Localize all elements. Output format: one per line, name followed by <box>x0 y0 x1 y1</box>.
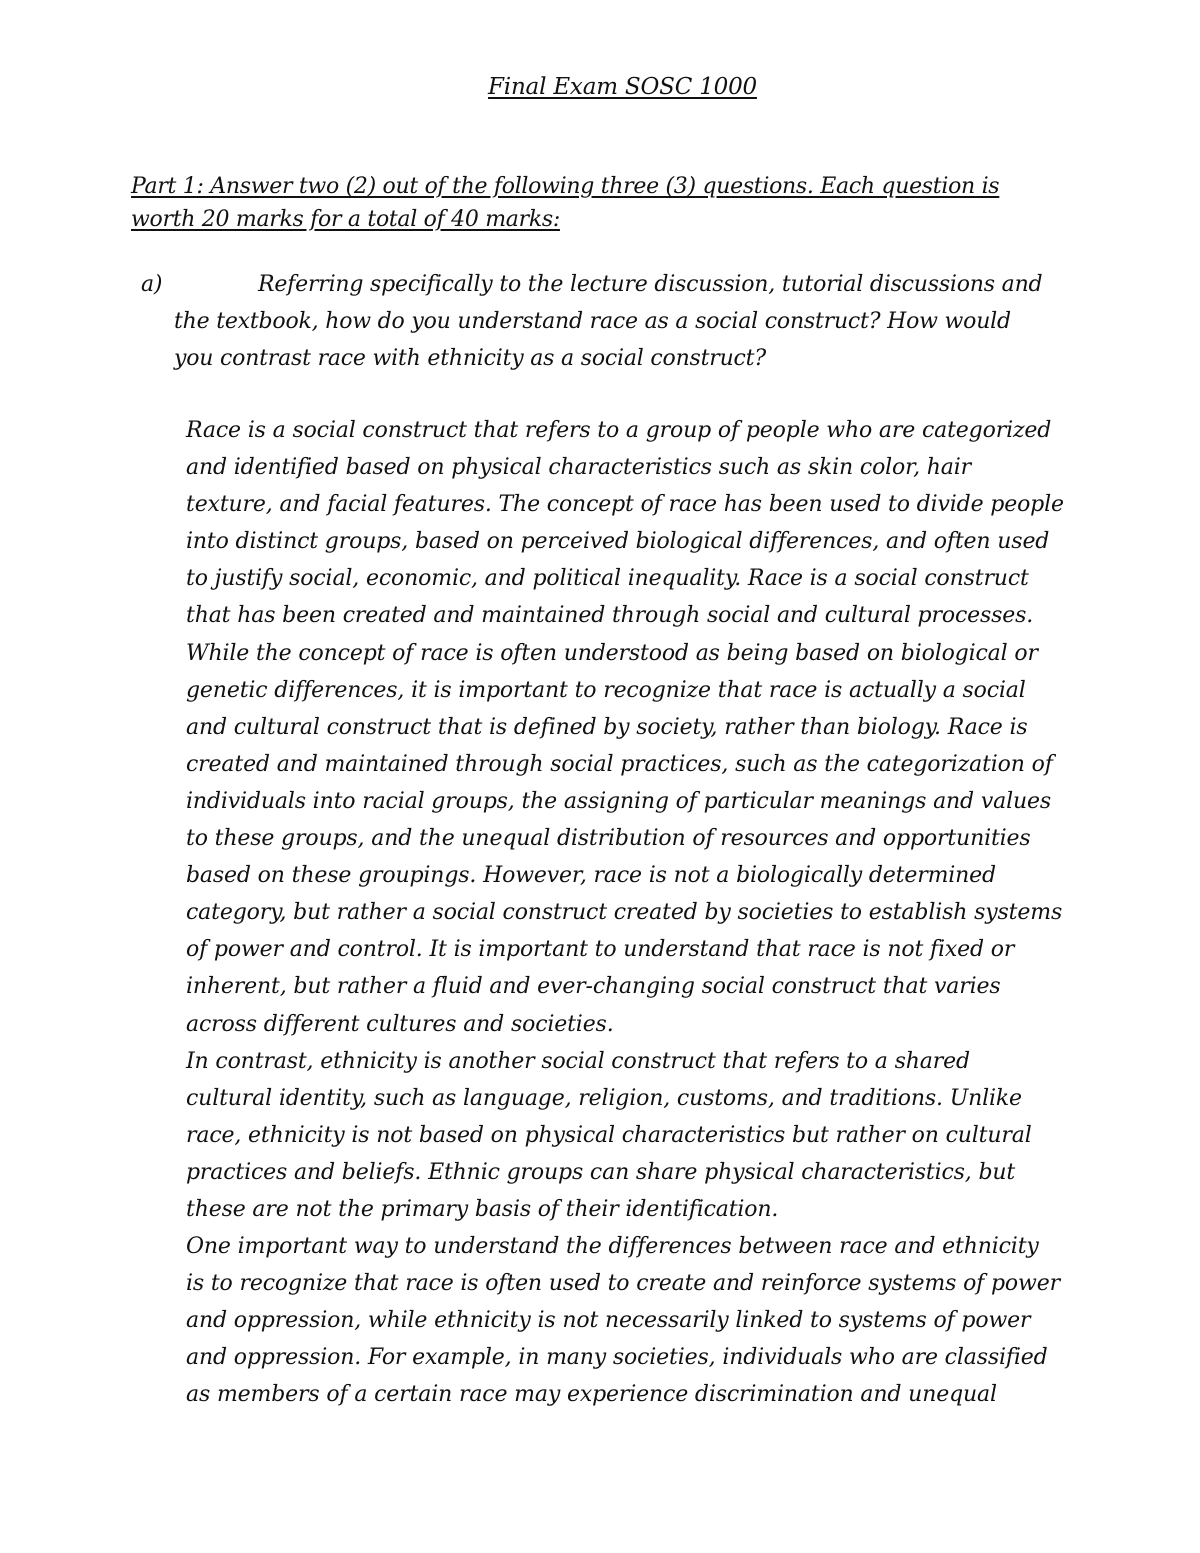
answer-line: practices and beliefs. Ethnic groups can share physical characteristics, but <box>186 1159 1016 1185</box>
answer-line: and oppression. For example, in many societies, individuals who are classified <box>186 1345 1048 1371</box>
answer-line: Race is a social construct that refers to a group of people who are categorized <box>186 418 1052 443</box>
question-label: a) <box>141 272 163 297</box>
answer-line: that has been created and maintained through social and cultural processes. <box>186 603 1034 629</box>
answer-line: cultural identity, such as language, religion, customs, and traditions. Unlike <box>186 1085 1022 1111</box>
answer-line: race, ethnicity is not based on physical characteristics but rather on cultural <box>186 1122 1032 1148</box>
answer-a <box>186 412 1086 1414</box>
question-line: the textbook, how do you understand race as a social construct? How would <box>174 309 1011 334</box>
answer-line: inherent, but rather a fluid and ever-changing social construct that varies <box>186 974 1001 1000</box>
page-title: Final Exam SOSC 1000 <box>488 74 757 100</box>
answer-line: and identified based on physical characteristics such as skin color, hair <box>186 455 972 481</box>
question-line: Referring specifically to the lecture discussion, tutorial discussions and <box>258 272 1043 297</box>
answer-line: of power and control. It is important to understand that race is not fixed or <box>186 937 1015 963</box>
answer-line: is to recognize that race is often used to create and reinforce systems of power <box>186 1271 1060 1297</box>
answer-line: across different cultures and societies. <box>186 1011 614 1037</box>
part-heading-line: Part 1: Answer two (2) out of the following three (3) questions. Each question is <box>131 174 1000 199</box>
answer-line: One important way to understand the differences between race and ethnicity <box>186 1234 1039 1260</box>
question-line: you contrast race with ethnicity as a social construct? <box>174 346 766 371</box>
answer-line: texture, and facial features. The concept of race has been used to divide people <box>186 492 1064 518</box>
part-heading-line: worth 20 marks for a total of 40 marks: <box>131 207 560 232</box>
answer-line: individuals into racial groups, the assigning of particular meanings and values <box>186 788 1051 814</box>
answer-line: created and maintained through social practices, such as the categorization of <box>186 751 1053 777</box>
answer-line: these are not the primary basis of their identification. <box>186 1196 779 1222</box>
answer-line: to these groups, and the unequal distribution of resources and opportunities <box>186 826 1031 852</box>
answer-line: based on these groupings. However, race is not a biologically determined <box>186 863 996 889</box>
answer-line: While the concept of race is often understood as being based on biological or <box>186 640 1038 666</box>
answer-line: into distinct groups, based on perceived biological differences, and often used <box>186 529 1050 555</box>
answer-line: to justify social, economic, and political inequality. Race is a social construct <box>186 566 1029 592</box>
question-a <box>141 266 1081 377</box>
answer-line: as members of a certain race may experience discrimination and unequal <box>186 1382 997 1408</box>
answer-line: and oppression, while ethnicity is not necessarily linked to systems of power <box>186 1308 1031 1334</box>
answer-line: genetic differences, it is important to recognize that race is actually a social <box>186 677 1026 703</box>
answer-line: category, but rather a social construct created by societies to establish systems <box>186 900 1063 926</box>
answer-line: In contrast, ethnicity is another social construct that refers to a shared <box>186 1048 970 1074</box>
part-heading <box>131 170 1061 236</box>
answer-line: and cultural construct that is defined by society, rather than biology. Race is <box>186 714 1028 740</box>
